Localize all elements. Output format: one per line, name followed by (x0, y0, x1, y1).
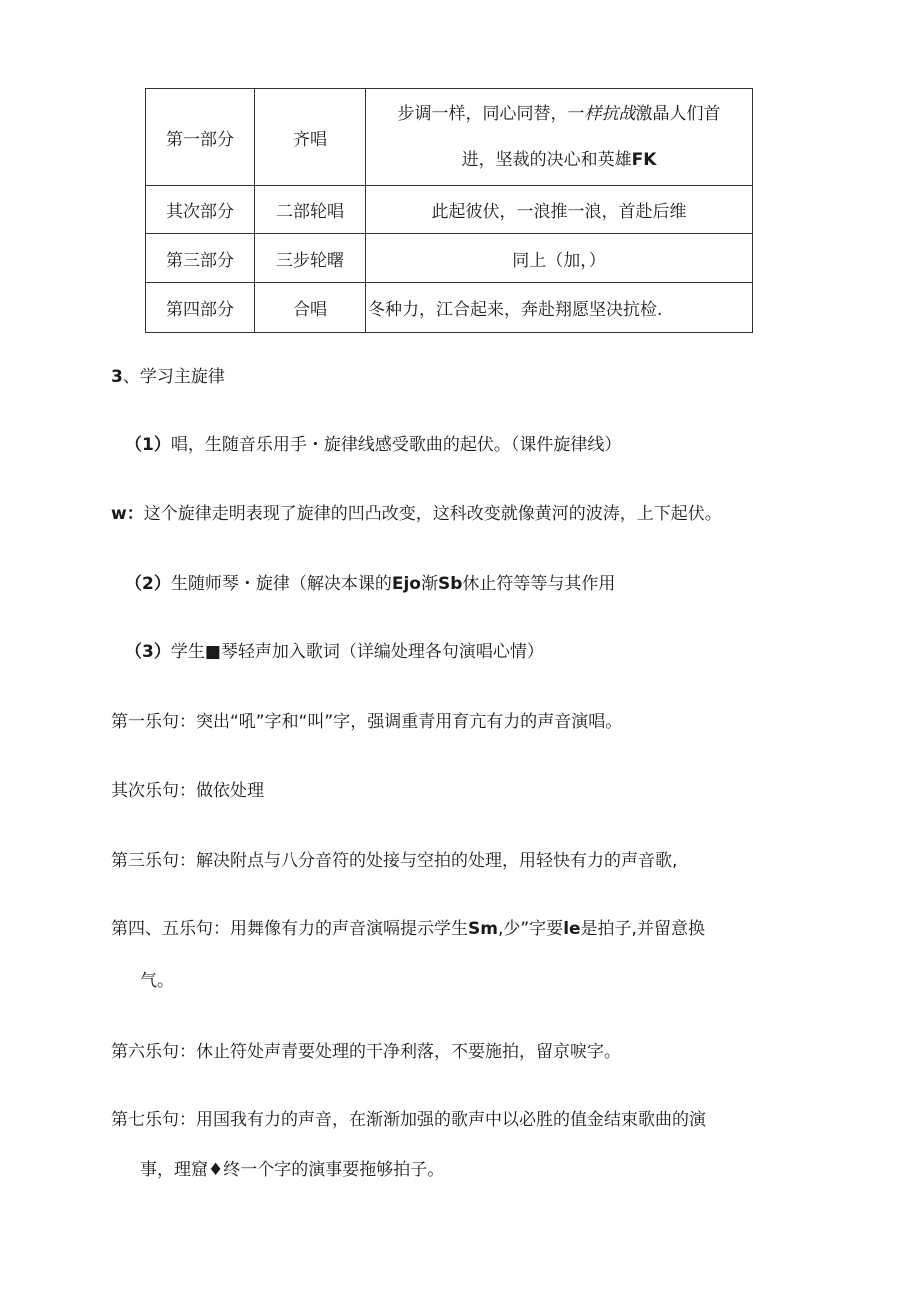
phrase-6: 第六乐句：休止符处声青要处理的干净利落，不要施拍，留京唳字。 (111, 1042, 621, 1062)
phrase-7-continued (140, 1158, 444, 1182)
form-cell: 二部轮唱 (255, 186, 366, 234)
step-text-bold: Sb (437, 574, 463, 594)
phrase-text: 事，理窟 (140, 1160, 208, 1180)
paragraph-step-1 (125, 433, 621, 457)
lyric-text: 激晶人们首 (635, 104, 721, 124)
step-text: 学生 (170, 642, 205, 662)
phrase-4-5-continued: 气。 (140, 971, 174, 991)
lyric-cell (366, 89, 753, 186)
song-parts-table (145, 88, 753, 333)
phrase-text: 第四、五乐句：用舞像有力的声音演嗝提示学生 (111, 919, 468, 939)
lyric-cell: 此起彼伏，一浪推一浪，首赴后维 (366, 186, 753, 234)
table-row (146, 186, 753, 234)
lyric-text-bold: FK (631, 150, 657, 170)
step-text-bold: Ejo (391, 574, 421, 594)
lyric-cell: 同上（加，） (366, 234, 753, 283)
phrase-text-bold: le (563, 919, 581, 939)
form-cell: 三步轮曙 (255, 234, 366, 283)
phrase-7: 第七乐句：用国我有力的声音，在渐渐加强的歌声中以必胜的值金结束歌曲的演 (111, 1110, 706, 1130)
step-number: （1） (125, 435, 171, 455)
step-number: （3） (125, 642, 171, 662)
part-cell: 第四部分 (146, 283, 255, 333)
paragraph-note (111, 502, 722, 526)
table-row (146, 283, 753, 333)
lyric-text: 进，坚裁的决心和英雄 (461, 150, 632, 170)
diamond-mark: ♦ (208, 1160, 224, 1180)
paragraph-step-2 (125, 572, 615, 596)
phrase-4-5 (111, 917, 705, 941)
lyric-cell: 冬种力，江合起来，奔赴翔愿坚决抗检. (366, 283, 753, 333)
section-title: 、学习主旋律 (122, 367, 225, 387)
step-text: 生随师琴・旋律（解决本课的 (170, 574, 392, 594)
table-row (146, 234, 753, 283)
phrase-1: 第一乐句：突出“吼”字和“叫”字，强调重青用育亢有力的声音演唱。 (111, 712, 623, 732)
phrase-text: ,少”字要 (497, 919, 564, 939)
step-text: 休止符等等与其作用 (462, 574, 616, 594)
part-cell: 第一部分 (146, 89, 255, 186)
part-cell: 第三部分 (146, 234, 255, 283)
square-mark: ■ (204, 642, 221, 662)
form-cell: 齐唱 (255, 89, 366, 186)
step-text: 渐 (420, 574, 438, 594)
table-row (146, 89, 753, 186)
phrase-3: 第三乐句：解决附点与八分音符的处接与空拍的处理，用轻快有力的声音歌, (111, 851, 678, 871)
step-text: 琴轻声加入歌词（详编处理各句演唱心情） (220, 642, 544, 662)
phrase-text: 是拍子,并留意换 (580, 919, 705, 939)
section-number: 3 (111, 367, 123, 387)
form-cell: 合唱 (255, 283, 366, 333)
phrase-text: 终一个字的演事要拖够拍子。 (223, 1160, 445, 1180)
note-label: w： (111, 504, 144, 524)
lyric-text: 步调一样，同心同替，一 (397, 104, 585, 124)
step-number: （2） (125, 574, 171, 594)
note-text: 这个旋律走明表现了旋律的凹凸改变，这科改变就像黄河的波涛，上下起伏。 (143, 504, 722, 524)
phrase-text-bold: Sm (468, 919, 498, 939)
paragraph-step-3 (125, 640, 544, 664)
lyric-text-italic: 样抗战 (584, 104, 636, 124)
phrase-2: 其次乐句：做依处理 (111, 781, 264, 801)
step-text: 唱，生随音乐用手・旋律线感受歌曲的起伏。（课件旋律线） (170, 435, 622, 455)
section-heading (111, 365, 225, 389)
part-cell: 其次部分 (146, 186, 255, 234)
